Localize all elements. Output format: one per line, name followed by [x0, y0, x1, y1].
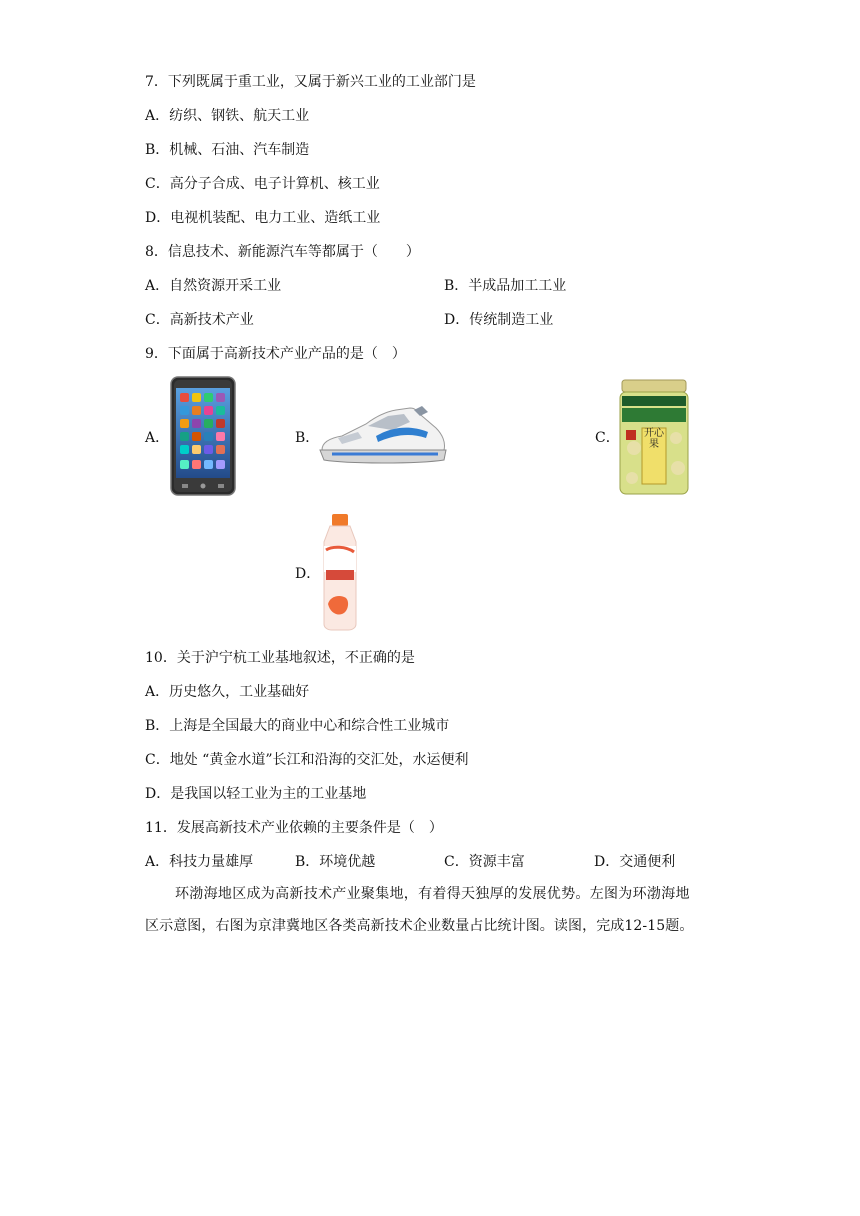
question-8-option-c: C．高新技术产业 [145, 312, 254, 328]
question-8-option-b: B．半成品加工工业 [444, 278, 567, 294]
question-8-option-a: A．自然资源开采工业 [145, 278, 282, 294]
question-9-label-d: D． [295, 566, 321, 582]
question-10-option-b: B．上海是全国最大的商业中心和综合性工业城市 [145, 718, 450, 734]
question-10-option-d: D．是我国以轻工业为主的工业基地 [145, 786, 367, 802]
question-10-stem: 10．关于沪宁杭工业基地叙述，不正确的是 [145, 650, 415, 666]
question-10-option-a: A．历史悠久，工业基础好 [145, 684, 310, 700]
question-9-label-a: A． [145, 430, 170, 446]
passage-line-2: 区示意图，右图为京津冀地区各类高新技术企业数量占比统计图。读图，完成12-15题。 [145, 918, 694, 934]
question-11-option-d: D．交通便利 [594, 854, 676, 870]
question-7-stem: 7．下列既属于重工业，又属于新兴工业的工业部门是 [145, 74, 476, 90]
water-bottle-icon [316, 512, 364, 636]
question-10-option-c: C．地处 “黄金水道”长江和沿海的交汇处，水运便利 [145, 752, 469, 768]
question-7-option-a: A．纺织、钢铁、航天工业 [145, 108, 310, 124]
jar-label: 开心果 [644, 428, 664, 450]
question-7-option-b: B．机械、石油、汽车制造 [145, 142, 310, 158]
question-11-option-c: C．资源丰富 [444, 854, 525, 870]
question-9-stem: 9．下面属于高新技术产业产品的是（ ） [145, 346, 406, 362]
question-11-option-a: A．科技力量雄厚 [145, 854, 254, 870]
question-7-option-c: C．高分子合成、电子计算机、核工业 [145, 176, 380, 192]
question-8-stem: 8．信息技术、新能源汽车等都属于（ ） [145, 244, 420, 260]
passage-line-1: 环渤海地区成为高新技术产业聚集地，有着得天独厚的发展优势。左图为环渤海地 [175, 886, 690, 902]
question-7-option-d: D．电视机装配、电力工业、造纸工业 [145, 210, 381, 226]
question-8-option-d: D．传统制造工业 [444, 312, 554, 328]
sneaker-icon [318, 402, 448, 472]
smartphone-icon [170, 376, 236, 500]
question-11-stem: 11．发展高新技术产业依赖的主要条件是（ ） [145, 820, 443, 836]
question-9-label-c: C． [595, 430, 620, 446]
question-9-label-b: B． [295, 430, 320, 446]
question-11-option-b: B．环境优越 [295, 854, 376, 870]
